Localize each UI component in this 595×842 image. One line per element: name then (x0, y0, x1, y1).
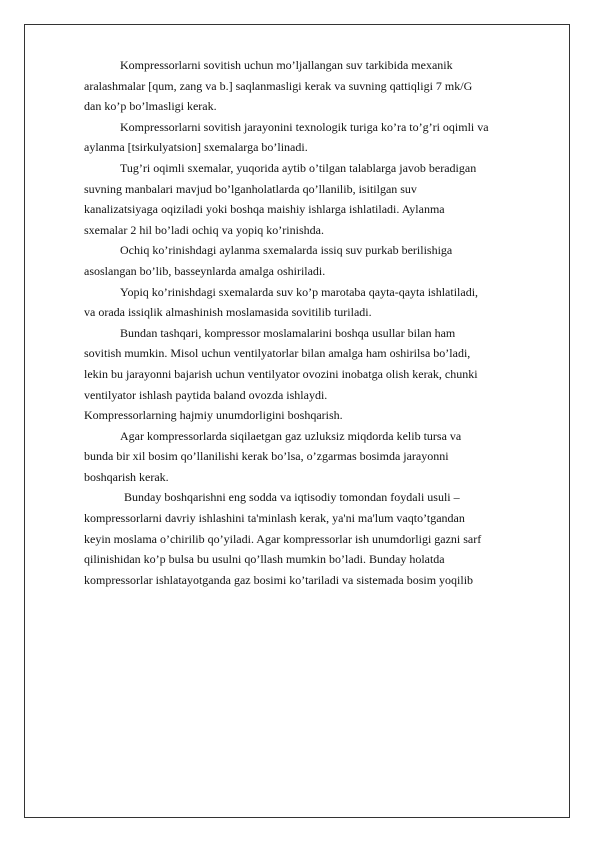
text-line: ventilyator ishlash paytida baland ovozda ishlaydi. (84, 387, 328, 402)
text-line: sovitish mumkin. Misol uchun ventilyatorlar bilan amalga ham oshirilsa bo’ladi, (84, 346, 471, 361)
text-line: Bundan tashqari, kompressor moslamalarini boshqa usullar bilan ham (120, 325, 456, 340)
section-heading: Kompressorlarning hajmiy unumdorligini boshqarish. (84, 408, 343, 423)
text-line: kompressorlar ishlatayotganda gaz bosimi ko’tariladi va sistemada bosim yoqilib (84, 572, 474, 587)
text-line: Ochiq ko’rinishdagi aylanma sxemalarda issiq suv purkab berilishiga (120, 243, 453, 258)
text-line: sxemalar 2 hil bo’ladi ochiq va yopiq ko’rinishda. (84, 222, 324, 237)
text-line: bunda bir xil bosim qo’llanilishi kerak bo’lsa, o’zgarmas bosimda jarayonni (84, 449, 449, 464)
text-line: qilinishidan ko’p bulsa bu usulni qo’llash mumkin bo’ladi. Bunday holatda (84, 552, 445, 567)
text-line: asoslangan bo’lib, basseynlarda amalga oshiriladi. (84, 263, 326, 278)
text-line: Agar kompressorlarda siqilaetgan gaz uzluksiz miqdorda kelib tursa va (120, 428, 462, 443)
text-line: Kompressorlarni sovitish uchun mo’ljallangan suv tarkibida mexanik (120, 58, 453, 72)
text-line: Bunday boshqarishni eng sodda va iqtisodiy tomondan foydali usuli – (124, 490, 460, 505)
text-line: kompressorlarni davriy ishlashini ta'minlash kerak, ya'ni ma'lum vaqto’tgandan (84, 511, 465, 526)
text-line: boshqarish kerak. (84, 469, 169, 484)
text-line: Kompressorlarni sovitish jarayonini texnologik turiga ko’ra to’g’ri oqimli va (120, 119, 489, 134)
text-line: kanalizatsiyaga oqiziladi yoki boshqa maishiy ishlarga ishlatiladi. Aylanma (84, 202, 445, 217)
text-line: dan ko’p bo’lmasligi kerak. (84, 99, 217, 114)
text-line: lekin bu jarayonni bajarish uchun ventilyator ovozini inobatga olish kerak, chunki (84, 366, 478, 381)
text-line: aylanma [tsirkulyatsion] sxemalarga bo’linadi. (84, 140, 308, 155)
text-line: aralashmalar [qum, zang va b.] saqlanmasligi kerak va suvning qattiqligi 7 mk/G (84, 78, 473, 93)
document-body (84, 55, 552, 590)
text-line: keyin moslama o’chirilib qo’yiladi. Agar kompressorlar ish unumdorligi gazni sarf (84, 531, 482, 546)
text-line: suvning manbalari mavjud bo’lganholatlarda qo’llanilib, isitilgan suv (84, 181, 417, 196)
text-line: Yopiq ko’rinishdagi sxemalarda suv ko’p marotaba qayta-qayta ishlatiladi, (120, 284, 479, 299)
text-line: Tug’ri oqimli sxemalar, yuqorida aytib o’tilgan talablarga javob beradigan (120, 160, 477, 175)
text-line: va orada issiqlik almashinish moslamasida sovitilib turiladi. (84, 305, 372, 320)
